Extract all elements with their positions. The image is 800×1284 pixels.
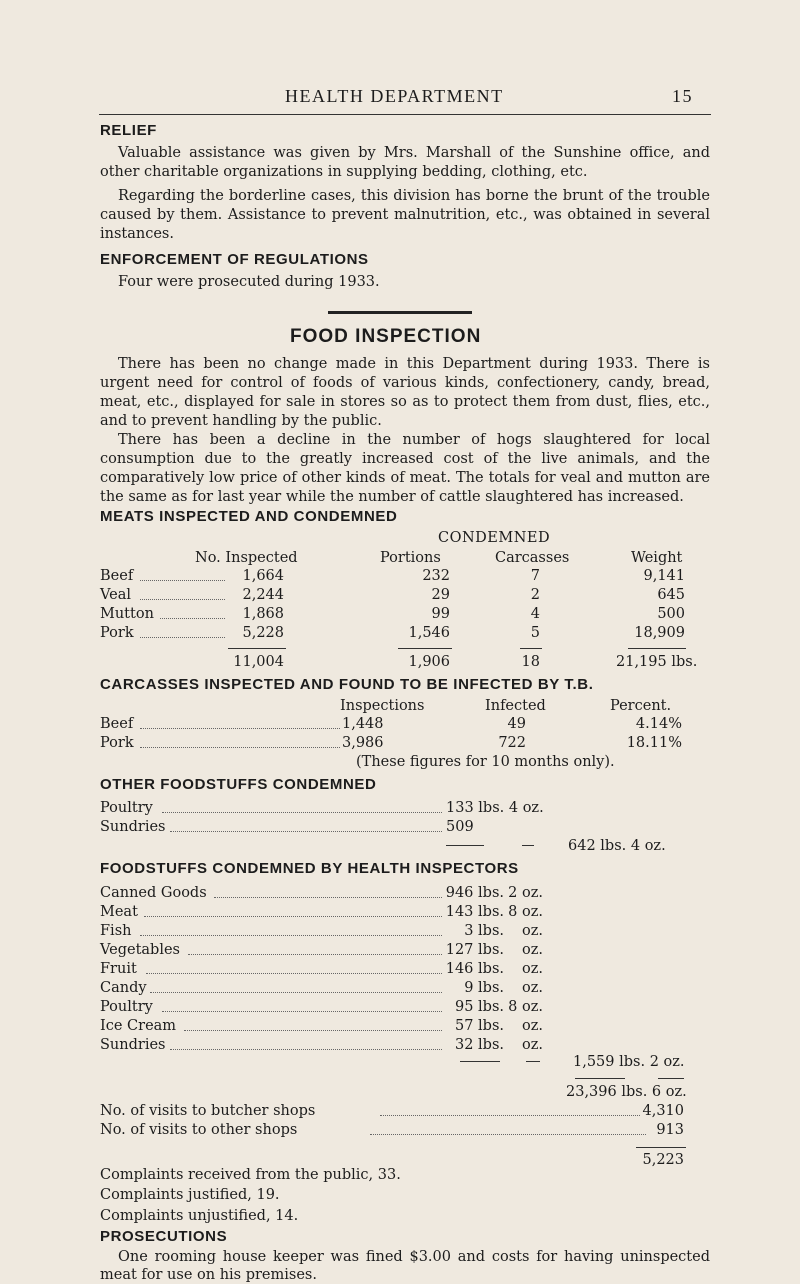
oz-value: oz. xyxy=(522,923,543,939)
lbs-value: 32 lbs. xyxy=(454,1037,504,1053)
health-inspectors-subtotal: 1,559 lbs. 2 oz. xyxy=(573,1054,685,1070)
relief-paragraph-1: Valuable assistance was given by Mrs. Marshall of the Sunshine office, and other charitable organizations in supplying bedding, clothing, etc. xyxy=(100,145,710,180)
carcasses-value: 4 xyxy=(530,606,540,622)
row-label: Poultry xyxy=(100,999,153,1015)
lbs-value: 946 lbs. xyxy=(445,885,504,901)
row-label: Beef xyxy=(100,568,134,584)
prosecutions-heading: PROSECUTIONS xyxy=(100,1228,228,1245)
total-carcasses: 18 xyxy=(521,654,540,670)
row-label: Meat xyxy=(100,904,138,920)
row-label: Pork xyxy=(100,625,134,641)
lbs-value: 9 lbs. xyxy=(464,980,504,996)
oz-value: 2 oz. xyxy=(508,885,543,901)
lbs-value: 57 lbs. xyxy=(454,1018,504,1034)
lbs-value: 146 lbs. xyxy=(445,961,504,977)
tb-col-inspections: Inspections xyxy=(340,698,425,714)
row-label: Fish xyxy=(100,923,132,939)
oz-value: oz. xyxy=(522,1037,543,1053)
other-total-rule xyxy=(446,845,484,846)
inspected-value: 2,244 xyxy=(242,587,284,603)
health-inspectors-heading: FOODSTUFFS CONDEMNED BY HEALTH INSPECTORS xyxy=(100,860,519,877)
visits-total: 5,223 xyxy=(642,1152,684,1168)
relief-paragraph-2: Regarding the borderline cases, this division has borne the brunt of the trouble caused by them. Assistance to prevent malnutrition, etc., was obtained in several instances. xyxy=(100,188,710,242)
total-portions: 1,906 xyxy=(408,654,450,670)
percent-value: 18.11% xyxy=(626,735,682,751)
weight-value: 9,141 xyxy=(643,568,685,584)
oz-value: oz. xyxy=(522,942,543,958)
percent-value: 4.14% xyxy=(635,716,682,732)
lbs-value: 127 lbs. xyxy=(445,942,504,958)
inspections-value: 1,448 xyxy=(342,716,384,732)
food-inspection-paragraph-2: There has been a decline in the number of hogs slaughtered for local consumption due to the greatly increased cost of the live animals, and the comparatively low price of other kinds of meat. The totals for veal and mutton are the same as for last year while the number of cattle slaughtered has increased. xyxy=(100,432,710,505)
other-total-rule xyxy=(522,845,534,846)
row-label: Candy xyxy=(100,980,147,996)
inspected-value: 1,664 xyxy=(242,568,284,584)
weight-value: 500 xyxy=(657,606,685,622)
meats-col-weight: Weight xyxy=(631,550,683,566)
carcasses-value: 2 xyxy=(530,587,540,603)
tb-note: (These figures for 10 months only). xyxy=(356,754,615,770)
complaints-received: Complaints received from the public, 33. xyxy=(100,1167,401,1183)
relief-heading: RELIEF xyxy=(100,122,157,139)
row-label: Vegetables xyxy=(100,942,180,958)
weight-value: 18,909 xyxy=(634,625,685,641)
grand-total: 23,396 lbs. 6 oz. xyxy=(566,1084,687,1100)
total-rule xyxy=(228,648,286,649)
other-foodstuffs-total: 642 lbs. 4 oz. xyxy=(568,838,666,854)
page-number: 15 xyxy=(672,86,693,106)
total-rule xyxy=(628,648,686,649)
running-header-title: HEALTH DEPARTMENT xyxy=(285,86,504,106)
complaints-justified: Complaints justified, 19. xyxy=(100,1187,280,1203)
grand-total-rule xyxy=(575,1078,625,1079)
row-label: Poultry xyxy=(100,800,153,816)
food-inspection-title: FOOD INSPECTION xyxy=(290,326,482,347)
inspected-value: 5,228 xyxy=(242,625,284,641)
row-label: Ice Cream xyxy=(100,1018,177,1034)
row-label: Mutton xyxy=(100,606,154,622)
header-rule xyxy=(99,114,711,115)
inspections-value: 3,986 xyxy=(342,735,384,751)
oz-value: oz. xyxy=(522,980,543,996)
total-rule xyxy=(398,648,452,649)
infected-value: 49 xyxy=(507,716,526,732)
meats-col-inspected: No. Inspected xyxy=(195,550,298,566)
portions-value: 232 xyxy=(422,568,450,584)
food-inspection-paragraph-1: There has been no change made in this Department during 1933. There is urgent need for control of foods of various kinds, confectionery, candy, bread, meat, etc., displayed for sale in stores so as to protect them from dust, flies, etc., and to prevent handling by the public. xyxy=(100,356,710,429)
total-rule xyxy=(520,648,542,649)
carcasses-value: 5 xyxy=(530,625,540,641)
amount-value: 133 lbs. 4 oz. xyxy=(446,800,544,816)
row-label: Veal xyxy=(100,587,132,603)
total-inspected: 11,004 xyxy=(233,654,284,670)
row-label: Sundries xyxy=(100,1037,166,1053)
oz-value: oz. xyxy=(522,1018,543,1034)
inspected-value: 1,868 xyxy=(242,606,284,622)
complaints-unjustified: Complaints unjustified, 14. xyxy=(100,1208,299,1224)
lbs-value: 3 lbs. xyxy=(464,923,504,939)
row-label: No. of visits to butcher shops xyxy=(100,1103,316,1119)
row-label: Fruit xyxy=(100,961,137,977)
hi-subtotal-rule xyxy=(526,1061,540,1062)
portions-value: 29 xyxy=(431,587,450,603)
row-label: Sundries xyxy=(100,819,166,835)
enforcement-heading: ENFORCEMENT OF REGULATIONS xyxy=(100,251,369,268)
carcasses-value: 7 xyxy=(530,568,540,584)
grand-total-rule xyxy=(658,1078,684,1079)
lbs-value: 143 lbs. xyxy=(445,904,504,920)
hi-subtotal-rule xyxy=(460,1061,500,1062)
meats-condemned-group-label: CONDEMNED xyxy=(438,530,551,546)
row-label: Beef xyxy=(100,716,134,732)
visits-total-rule xyxy=(636,1147,686,1148)
tb-col-infected: Infected xyxy=(485,698,546,714)
oz-value: 8 oz. xyxy=(508,999,543,1015)
meats-table-heading: MEATS INSPECTED AND CONDEMNED xyxy=(100,508,398,525)
tb-col-percent: Percent. xyxy=(610,698,672,714)
other-foodstuffs-heading: OTHER FOODSTUFFS CONDEMNED xyxy=(100,776,377,793)
section-divider xyxy=(328,311,472,314)
lbs-value: 95 lbs. xyxy=(454,999,504,1015)
amount-value: 509 xyxy=(446,819,474,835)
tb-table-heading: CARCASSES INSPECTED AND FOUND TO BE INFECTED BY T.B. xyxy=(100,676,594,693)
row-label: Canned Goods xyxy=(100,885,207,901)
weight-value: 645 xyxy=(657,587,685,603)
oz-value: oz. xyxy=(522,961,543,977)
oz-value: 8 oz. xyxy=(508,904,543,920)
visits-value: 913 xyxy=(656,1122,684,1138)
meats-col-carcasses: Carcasses xyxy=(495,550,570,566)
row-label: Pork xyxy=(100,735,134,751)
portions-value: 99 xyxy=(431,606,450,622)
prosecutions-paragraph: One rooming house keeper was fined $3.00 and costs for having uninspected meat for use on his premises. xyxy=(100,1249,710,1283)
infected-value: 722 xyxy=(498,735,526,751)
meats-col-portions: Portions xyxy=(380,550,441,566)
portions-value: 1,546 xyxy=(408,625,450,641)
enforcement-paragraph: Four were prosecuted during 1933. xyxy=(118,274,380,290)
row-label: No. of visits to other shops xyxy=(100,1122,298,1138)
total-weight: 21,195 lbs. xyxy=(616,654,698,670)
visits-value: 4,310 xyxy=(642,1103,684,1119)
